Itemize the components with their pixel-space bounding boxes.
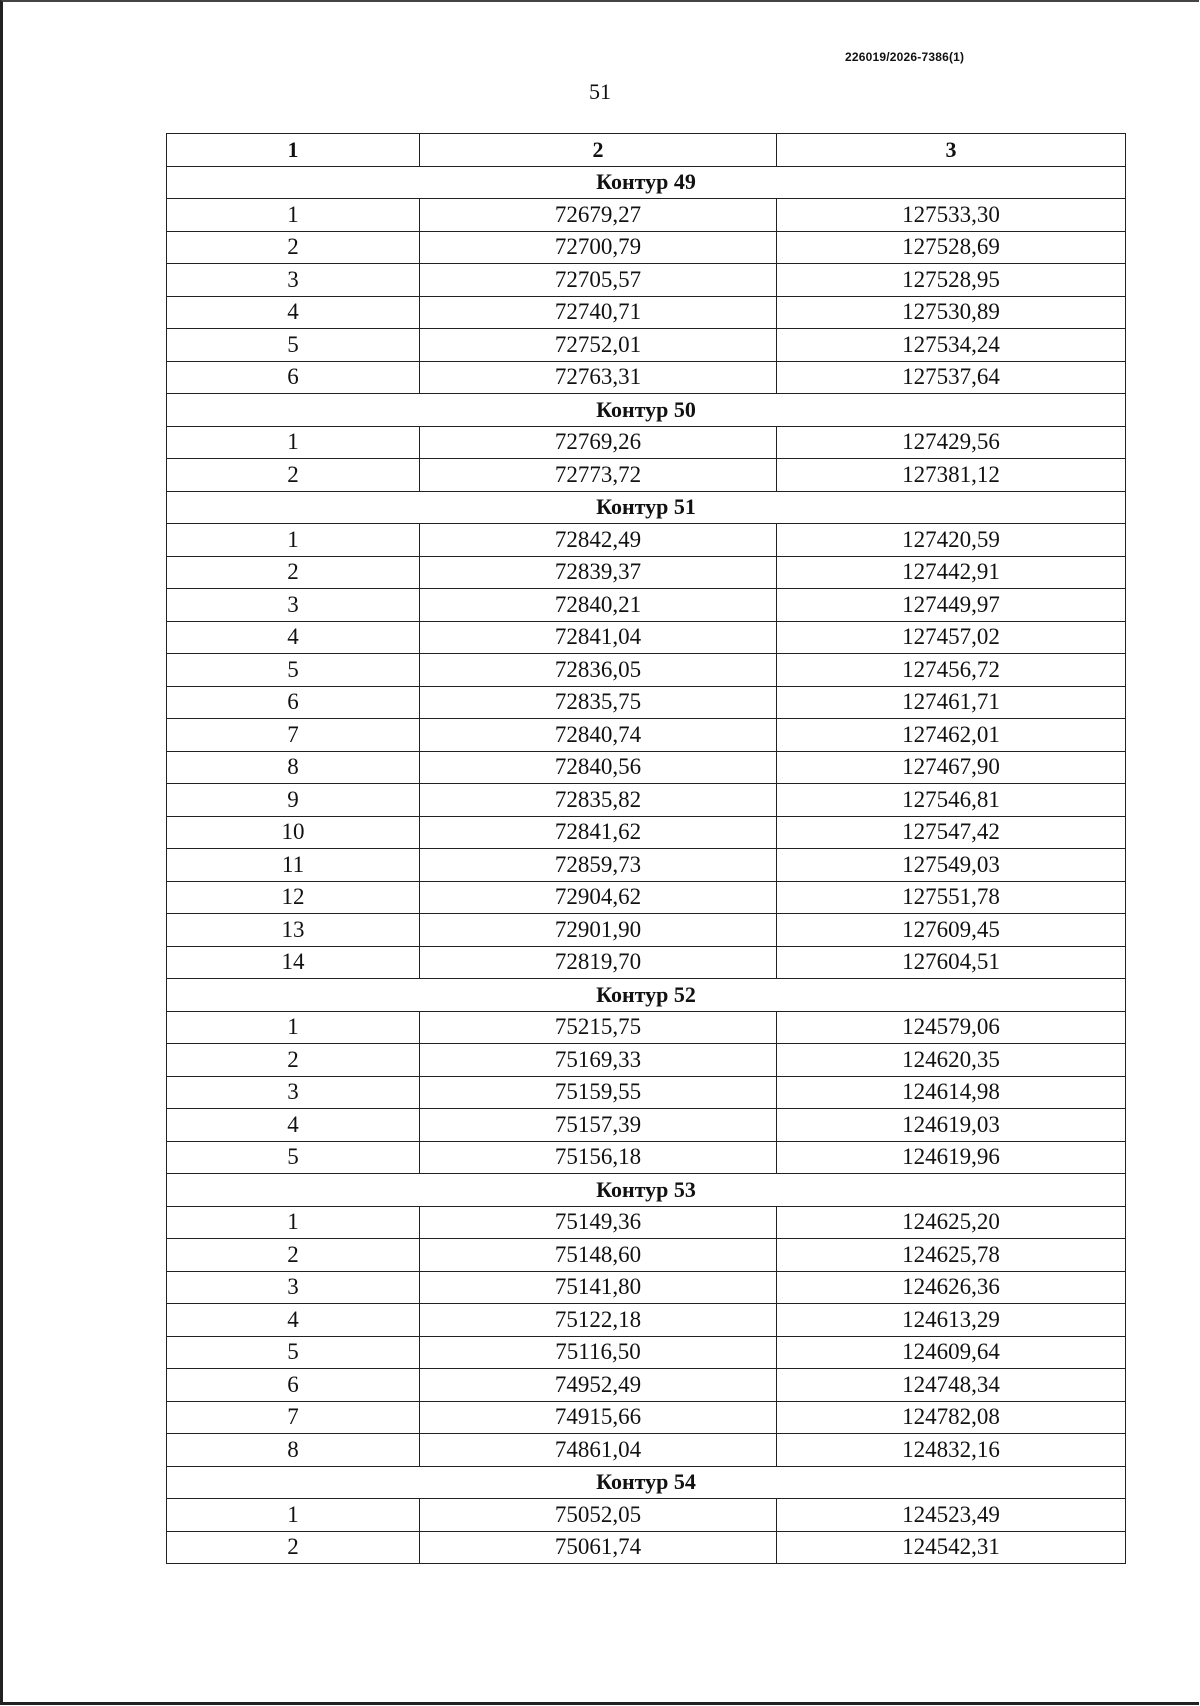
table-row — [167, 524, 1126, 557]
point-number-cell: 4 — [167, 1304, 420, 1337]
point-number-cell: 3 — [167, 589, 420, 622]
coordinate-x-cell: 72705,57 — [420, 264, 777, 297]
table-row — [167, 686, 1126, 719]
table-row — [167, 264, 1126, 297]
point-number-cell: 9 — [167, 784, 420, 817]
coordinate-x-cell: 72840,56 — [420, 751, 777, 784]
table-row — [167, 329, 1126, 362]
coordinate-x-cell: 72752,01 — [420, 329, 777, 362]
coordinate-y-cell: 127442,91 — [777, 556, 1126, 589]
table-header-row — [167, 134, 1126, 167]
table-row — [167, 1369, 1126, 1402]
point-number-cell: 2 — [167, 1044, 420, 1077]
point-number-cell: 3 — [167, 1271, 420, 1304]
coordinate-y-cell: 127549,03 — [777, 849, 1126, 882]
coordinate-x-cell: 74952,49 — [420, 1369, 777, 1402]
coordinate-y-cell: 124614,98 — [777, 1076, 1126, 1109]
coordinate-y-cell: 127604,51 — [777, 946, 1126, 979]
point-number-cell: 1 — [167, 426, 420, 459]
point-number-cell: 2 — [167, 1531, 420, 1564]
table-row — [167, 784, 1126, 817]
point-number-cell: 8 — [167, 1434, 420, 1467]
point-number-cell: 12 — [167, 881, 420, 914]
point-number-cell: 2 — [167, 231, 420, 264]
table-row — [167, 1011, 1126, 1044]
coordinate-x-cell: 72740,71 — [420, 296, 777, 329]
coordinate-y-cell: 127456,72 — [777, 654, 1126, 687]
coordinate-y-cell: 124619,03 — [777, 1109, 1126, 1142]
table-row — [167, 199, 1126, 232]
point-number-cell: 13 — [167, 914, 420, 947]
table-row — [167, 751, 1126, 784]
table-header — [167, 134, 1126, 167]
point-number-cell: 1 — [167, 1206, 420, 1239]
coordinate-x-cell: 74915,66 — [420, 1401, 777, 1434]
point-number-cell: 4 — [167, 1109, 420, 1142]
coordinate-x-cell: 72763,31 — [420, 361, 777, 394]
coordinates-table — [166, 133, 1126, 1564]
table-row — [167, 1401, 1126, 1434]
table-row — [167, 1499, 1126, 1532]
coordinate-x-cell: 75141,80 — [420, 1271, 777, 1304]
table-row — [167, 556, 1126, 589]
point-number-cell: 11 — [167, 849, 420, 882]
section-row — [167, 394, 1126, 427]
column-header-1: 1 — [167, 134, 420, 167]
coordinate-x-cell: 72679,27 — [420, 199, 777, 232]
coordinate-y-cell: 124620,35 — [777, 1044, 1126, 1077]
coordinate-x-cell: 72819,70 — [420, 946, 777, 979]
section-row — [167, 979, 1126, 1012]
table-row — [167, 361, 1126, 394]
table-row — [167, 231, 1126, 264]
section-row — [167, 166, 1126, 199]
table-row — [167, 1206, 1126, 1239]
point-number-cell: 6 — [167, 361, 420, 394]
coordinate-x-cell: 75116,50 — [420, 1336, 777, 1369]
point-number-cell: 3 — [167, 264, 420, 297]
coordinate-x-cell: 75157,39 — [420, 1109, 777, 1142]
point-number-cell: 5 — [167, 1336, 420, 1369]
table-body — [167, 166, 1126, 1564]
coordinate-x-cell: 72773,72 — [420, 459, 777, 492]
contour-label: Контур 49 — [167, 166, 1126, 199]
coordinate-x-cell: 72841,62 — [420, 816, 777, 849]
point-number-cell: 7 — [167, 719, 420, 752]
table-row — [167, 719, 1126, 752]
coordinate-x-cell: 72836,05 — [420, 654, 777, 687]
column-header-2: 2 — [420, 134, 777, 167]
coordinate-y-cell: 124748,34 — [777, 1369, 1126, 1402]
table-row — [167, 1109, 1126, 1142]
coordinate-y-cell: 127547,42 — [777, 816, 1126, 849]
coordinate-y-cell: 127528,69 — [777, 231, 1126, 264]
point-number-cell: 6 — [167, 1369, 420, 1402]
contour-label: Контур 53 — [167, 1174, 1126, 1207]
coordinate-y-cell: 127609,45 — [777, 914, 1126, 947]
table-row — [167, 1044, 1126, 1077]
coordinate-x-cell: 74861,04 — [420, 1434, 777, 1467]
coordinate-x-cell: 72835,75 — [420, 686, 777, 719]
coordinate-x-cell: 72835,82 — [420, 784, 777, 817]
coordinate-y-cell: 124609,64 — [777, 1336, 1126, 1369]
coordinate-x-cell: 75156,18 — [420, 1141, 777, 1174]
table-row — [167, 881, 1126, 914]
point-number-cell: 5 — [167, 1141, 420, 1174]
coordinate-x-cell: 72841,04 — [420, 621, 777, 654]
point-number-cell: 2 — [167, 556, 420, 589]
coordinate-x-cell: 75149,36 — [420, 1206, 777, 1239]
point-number-cell: 1 — [167, 1499, 420, 1532]
table-row — [167, 946, 1126, 979]
coordinate-y-cell: 124542,31 — [777, 1531, 1126, 1564]
table-row — [167, 459, 1126, 492]
point-number-cell: 1 — [167, 524, 420, 557]
table-row — [167, 1239, 1126, 1272]
coordinate-y-cell: 127420,59 — [777, 524, 1126, 557]
point-number-cell: 3 — [167, 1076, 420, 1109]
table-row — [167, 849, 1126, 882]
table-row — [167, 1304, 1126, 1337]
table-row — [167, 1434, 1126, 1467]
coordinate-y-cell: 127534,24 — [777, 329, 1126, 362]
coordinate-x-cell: 75159,55 — [420, 1076, 777, 1109]
column-header-3: 3 — [777, 134, 1126, 167]
point-number-cell: 5 — [167, 654, 420, 687]
coordinate-y-cell: 124619,96 — [777, 1141, 1126, 1174]
coordinate-y-cell: 127429,56 — [777, 426, 1126, 459]
point-number-cell: 2 — [167, 459, 420, 492]
point-number-cell: 7 — [167, 1401, 420, 1434]
coordinate-x-cell: 75148,60 — [420, 1239, 777, 1272]
coordinate-y-cell: 127530,89 — [777, 296, 1126, 329]
coordinate-y-cell: 127546,81 — [777, 784, 1126, 817]
point-number-cell: 1 — [167, 1011, 420, 1044]
coordinate-x-cell: 72839,37 — [420, 556, 777, 589]
table-row — [167, 816, 1126, 849]
point-number-cell: 8 — [167, 751, 420, 784]
table-row — [167, 1336, 1126, 1369]
point-number-cell: 4 — [167, 296, 420, 329]
point-number-cell: 4 — [167, 621, 420, 654]
table-row — [167, 589, 1126, 622]
point-number-cell: 2 — [167, 1239, 420, 1272]
coordinate-x-cell: 72769,26 — [420, 426, 777, 459]
page-number: 51 — [589, 79, 611, 104]
coordinate-y-cell: 124626,36 — [777, 1271, 1126, 1304]
coordinate-y-cell: 124625,20 — [777, 1206, 1126, 1239]
table-row — [167, 654, 1126, 687]
coordinate-x-cell: 72901,90 — [420, 914, 777, 947]
coordinate-x-cell: 72700,79 — [420, 231, 777, 264]
table-row — [167, 1076, 1126, 1109]
coordinate-y-cell: 127462,01 — [777, 719, 1126, 752]
coordinate-x-cell: 75169,33 — [420, 1044, 777, 1077]
table-row — [167, 1271, 1126, 1304]
coordinate-y-cell: 127449,97 — [777, 589, 1126, 622]
coordinate-y-cell: 127551,78 — [777, 881, 1126, 914]
coordinate-x-cell: 72904,62 — [420, 881, 777, 914]
table-row — [167, 621, 1126, 654]
contour-label: Контур 50 — [167, 394, 1126, 427]
coordinate-y-cell: 124613,29 — [777, 1304, 1126, 1337]
coordinate-x-cell: 72842,49 — [420, 524, 777, 557]
coordinate-y-cell: 124625,78 — [777, 1239, 1126, 1272]
section-row — [167, 1174, 1126, 1207]
contour-label: Контур 54 — [167, 1466, 1126, 1499]
coordinate-x-cell: 72840,21 — [420, 589, 777, 622]
section-row — [167, 491, 1126, 524]
coordinate-x-cell: 75052,05 — [420, 1499, 777, 1532]
coordinate-x-cell: 75215,75 — [420, 1011, 777, 1044]
coordinate-y-cell: 127537,64 — [777, 361, 1126, 394]
coordinate-y-cell: 127533,30 — [777, 199, 1126, 232]
point-number-cell: 10 — [167, 816, 420, 849]
contour-label: Контур 51 — [167, 491, 1126, 524]
coordinate-x-cell: 75122,18 — [420, 1304, 777, 1337]
coordinate-y-cell: 124579,06 — [777, 1011, 1126, 1044]
coordinate-y-cell: 127528,95 — [777, 264, 1126, 297]
coordinate-x-cell: 75061,74 — [420, 1531, 777, 1564]
coordinate-y-cell: 124782,08 — [777, 1401, 1126, 1434]
coordinate-y-cell: 127457,02 — [777, 621, 1126, 654]
point-number-cell: 14 — [167, 946, 420, 979]
coordinate-x-cell: 72840,74 — [420, 719, 777, 752]
table-row — [167, 914, 1126, 947]
table-row — [167, 1141, 1126, 1174]
point-number-cell: 5 — [167, 329, 420, 362]
table-row — [167, 1531, 1126, 1564]
coordinate-y-cell: 124832,16 — [777, 1434, 1126, 1467]
point-number-cell: 1 — [167, 199, 420, 232]
section-row — [167, 1466, 1126, 1499]
coordinate-y-cell: 124523,49 — [777, 1499, 1126, 1532]
table-row — [167, 296, 1126, 329]
document-code: 226019/2026-7386(1) — [845, 50, 965, 64]
coordinate-x-cell: 72859,73 — [420, 849, 777, 882]
point-number-cell: 6 — [167, 686, 420, 719]
table-row — [167, 426, 1126, 459]
coordinate-y-cell: 127461,71 — [777, 686, 1126, 719]
coordinate-y-cell: 127381,12 — [777, 459, 1126, 492]
coordinate-y-cell: 127467,90 — [777, 751, 1126, 784]
contour-label: Контур 52 — [167, 979, 1126, 1012]
